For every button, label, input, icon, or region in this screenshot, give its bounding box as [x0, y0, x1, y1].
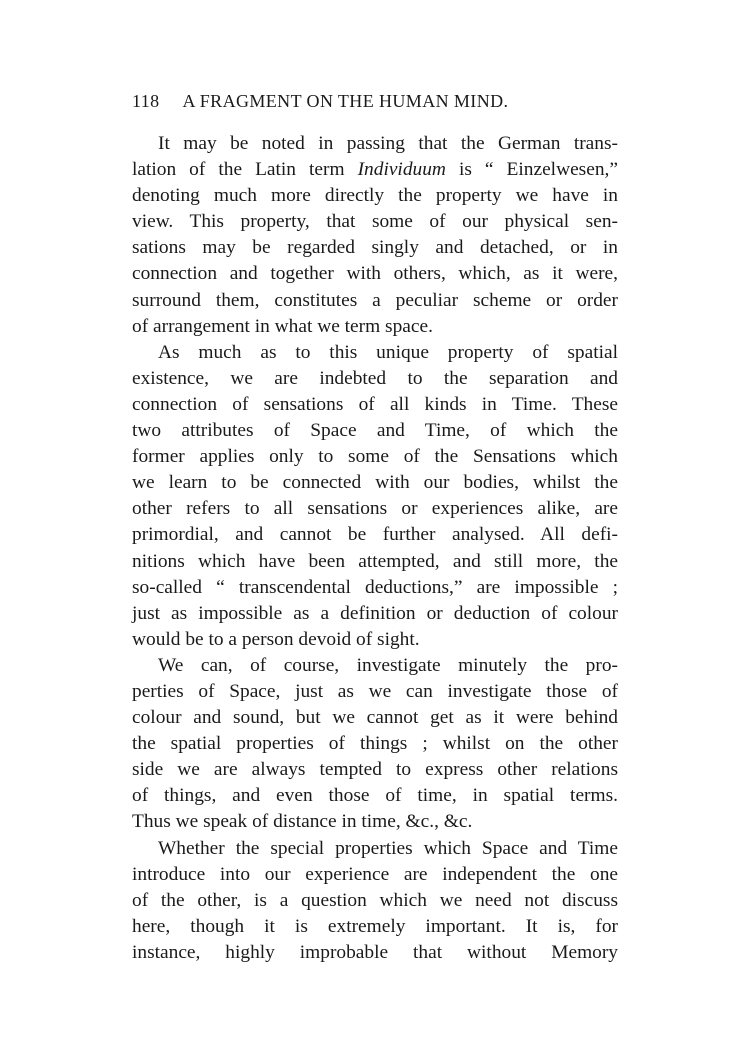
text-line: lation of the Latin term Individuum is “ Einzelwesen,”: [132, 159, 618, 181]
text-line: just as impossible as a definition or deduction of colour: [132, 602, 618, 624]
text-line: of arrangement in what we term space.: [132, 315, 433, 337]
text-line: so-called “ transcendental deductions,” are impossible ;: [132, 576, 618, 598]
text-line: view. This property, that some of our physical sen-: [132, 211, 618, 233]
text-line: It may be noted in passing that the German trans-: [158, 133, 618, 154]
text-line: surround them, constitutes a peculiar scheme or order: [132, 289, 618, 311]
text-line: other refers to all sensations or experiences alike, are: [132, 498, 618, 520]
running-head: [132, 91, 632, 112]
text-line: colour and sound, but we cannot get as it were behind: [132, 707, 618, 729]
text-line: nitions which have been attempted, and still more, the: [132, 550, 618, 572]
text-line: Whether the special properties which Space and Time: [158, 837, 618, 859]
text-line: connection and together with others, which, as it were,: [132, 263, 618, 285]
text-line: existence, we are indebted to the separation and: [132, 367, 618, 389]
running-title: A FRAGMENT ON THE HUMAN MIND.: [182, 91, 509, 111]
text-line: the spatial properties of things ; whilst on the other: [132, 733, 618, 755]
text-line: Thus we speak of distance in time, &c., &c.: [132, 811, 473, 833]
page-number: 118: [132, 91, 160, 111]
text-line: of the other, is a question which we need not discuss: [132, 889, 618, 911]
text-line: connection of sensations of all kinds in Time. These: [132, 393, 618, 415]
text-line: would be to a person devoid of sight.: [132, 628, 420, 650]
text-line: side we are always tempted to express other relations: [132, 759, 618, 781]
paragraph-1: [132, 131, 618, 340]
text-line: We can, of course, investigate minutely the pro-: [158, 654, 618, 676]
text-line: we learn to be connected with our bodies, whilst the: [132, 472, 618, 494]
italic-term: Individuum: [357, 159, 446, 181]
text-line: denoting much more directly the property we have in: [132, 185, 618, 207]
text-line: sations may be regarded singly and detached, or in: [132, 237, 618, 259]
text-line: primordial, and cannot be further analysed. All defi-: [132, 524, 618, 546]
text-line: of things, and even those of time, in spatial terms.: [132, 785, 618, 807]
text-line: instance, highly improbable that without Memory: [132, 941, 618, 963]
paragraph-3: [132, 653, 618, 836]
text-line: As much as to this unique property of spatial: [158, 341, 618, 363]
text-line: here, though it is extremely important. It is, for: [132, 915, 618, 937]
text-line: two attributes of Space and Time, of which the: [132, 420, 618, 442]
paragraph-2: [132, 340, 618, 653]
text-line: former applies only to some of the Sensations which: [132, 446, 618, 468]
text-line: perties of Space, just as we can investigate those of: [132, 680, 618, 702]
text-line: introduce into our experience are independent the one: [132, 863, 618, 885]
body-text: [132, 131, 618, 966]
paragraph-4: [132, 836, 618, 966]
